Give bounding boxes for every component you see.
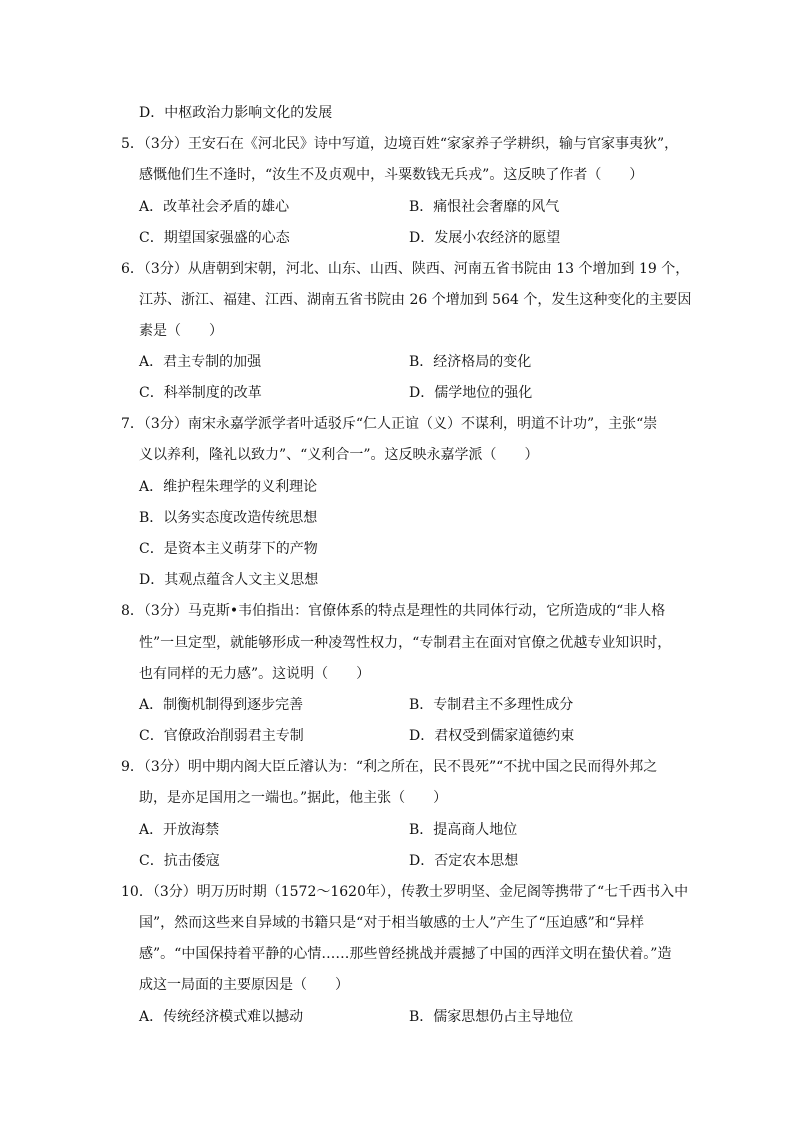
q9-option-b: B．提高商人地位: [409, 822, 518, 838]
q8-option-a: A．制衡机制得到逐步完善: [139, 697, 304, 713]
q6-option-a: A．君主专制的加强: [139, 354, 262, 370]
q5-option-c: C．期望国家强盛的心态: [139, 230, 290, 246]
q10-option-a: A．传统经济模式难以撼动: [139, 1009, 304, 1025]
q10-stem-line-4: 成这一局面的主要原因是（ ）: [139, 977, 349, 993]
q7-option-d: D．其观点蕴含人文主义思想: [139, 572, 319, 588]
q7-option-c: C．是资本主义萌芽下的产物: [139, 541, 318, 557]
q6-stem-line-3: 素是（ ）: [139, 323, 223, 339]
q6-option-c: C．科举制度的改革: [139, 385, 262, 401]
q8-option-c: C．官僚政治削弱君主专制: [139, 728, 304, 744]
q5-option-b: B．痛恨社会奢靡的风气: [409, 199, 560, 215]
q5-option-d: D．发展小农经济的愿望: [409, 230, 561, 246]
q5-stem-line-2: 感慨他们生不逢时，“汝生不及贞观中，斗粟数钱无兵戎”。这反映了作者（ ）: [139, 167, 644, 183]
q8-stem-line-1: 8．（3分）马克斯•韦伯指出：官僚体系的特点是理性的共同体行动，它所造成的“非人格: [121, 603, 666, 619]
q10-stem-line-3: 感”。“中国保持着平静的心情……那些曾经挑战并震撼了中国的西洋文明在蛰伏着。”造: [139, 946, 672, 962]
q10-stem-line-1: 10．（3分）明万历时期（1572～1620年），传教士罗明坚、金尼阁等携带了“七千西书入中: [121, 884, 689, 900]
q6-option-b: B．经济格局的变化: [409, 354, 532, 370]
q9-option-c: C．抗击倭寇: [139, 853, 220, 869]
q5-stem-line-1: 5．（3分）王安石在《河北民》诗中写道，边境百姓“家家养子学耕织，输与官家事夷狄”，: [121, 136, 679, 152]
q6-stem-line-1: 6．（3分）从唐朝到宋朝，河北、山东、山西、陕西、河南五省书院由 13 个增加到 19 个，: [121, 261, 690, 277]
q6-option-d: D．儒学地位的强化: [409, 385, 533, 401]
q7-option-b: B．以务实态度改造传统思想: [139, 510, 318, 526]
q8-option-b: B．专制君主不多理性成分: [409, 697, 574, 713]
q7-stem-line-2: 义以养利，隆礼以致力”、“义利合一”。这反映永嘉学派（ ）: [139, 447, 539, 463]
q4-option-d: D．中枢政治力影响文化的发展: [139, 105, 333, 121]
q9-option-d: D．否定农本思想: [409, 853, 519, 869]
q6-stem-line-2: 江苏、浙江、福建、江西、湖南五省书院由 26 个增加到 564 个，发生这种变化的主要因: [139, 292, 692, 308]
q7-stem-line-1: 7．（3分）南宋永嘉学派学者叶适驳斥“仁人正谊（义）不谋利，明道不计功”，主张“崇: [121, 416, 658, 432]
q9-stem-line-2: 助，是亦足国用之一端也。”据此，他主张（ ）: [139, 790, 448, 806]
q10-stem-line-2: 国”，然而这些来自异域的书籍只是“对于相当敏感的士人”产生了“压迫感”和“异样: [139, 915, 644, 931]
q7-option-a: A．维护程朱理学的义利理论: [139, 479, 318, 495]
q8-stem-line-2: 性”一旦定型，就能够形成一种凌驾性权力，“专制君主在面对官僚之优越专业知识时，: [139, 635, 672, 651]
q9-option-a: A．开放海禁: [139, 822, 220, 838]
q8-option-d: D．君权受到儒家道德约束: [409, 728, 575, 744]
q8-stem-line-3: 也有同样的无力感”。这说明（ ）: [139, 666, 371, 682]
q9-stem-line-1: 9．（3分）明中期内阁大臣丘濬认为：“利之所在，民不畏死”“不扰中国之民而得外邦之: [121, 759, 658, 775]
q10-option-b: B．儒家思想仍占主导地位: [409, 1009, 574, 1025]
q5-option-a: A．改革社会矛盾的雄心: [139, 199, 290, 215]
